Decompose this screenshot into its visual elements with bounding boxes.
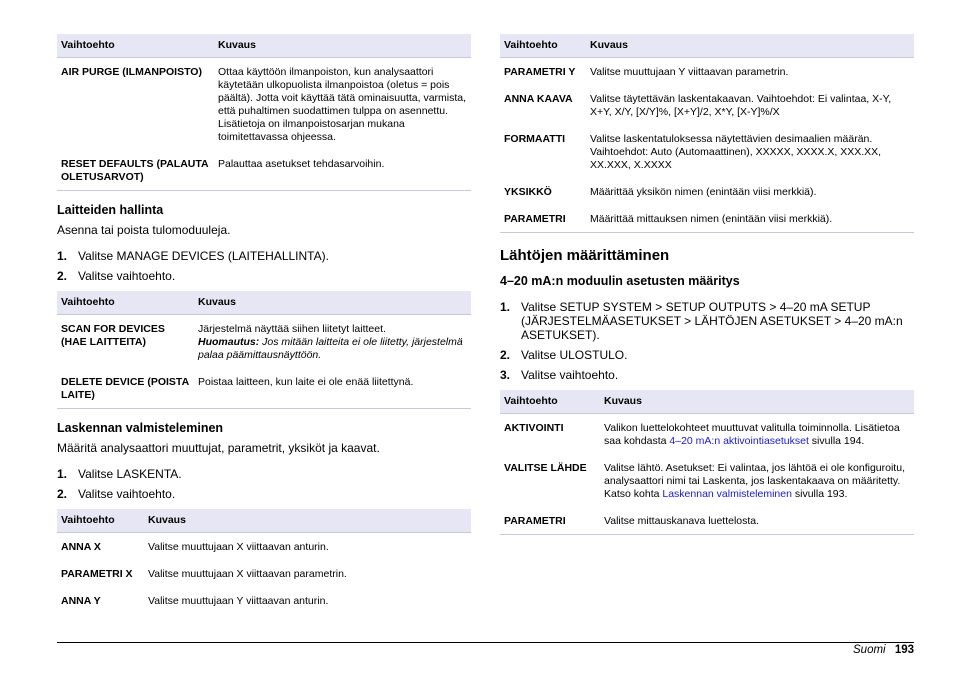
option-description: Valitse laskentatuloksessa näytettävien desimaalien määrän. Vaihtoehdot: Auto (Automaattinen), XXXXX, XXXX.X, XXX.XX, XX.XXX, X.XXXX: [590, 133, 882, 171]
step-text: Valitse MANAGE DEVICES (LAITEHALLINTA).: [78, 249, 329, 263]
option-description: Valitse täytettävän laskentakaavan. Vaihtoehdot: Ei valintaa, X-Y, X+Y, X/Y, [X/Y]%, [X+Y]/2, X*Y, [X-Y]%/X: [590, 93, 892, 118]
option-name: DELETE DEVICE (POISTA LAITE): [57, 368, 194, 409]
page-footer: [853, 644, 914, 656]
step-text: Valitse vaihtoehto.: [78, 487, 176, 501]
option-description: Valitse mittauskanava luettelosta.: [600, 507, 914, 535]
option-name: ANNA KAAVA: [504, 93, 573, 105]
table-row: [500, 58, 914, 86]
option-description: [600, 454, 914, 507]
table-row: [500, 125, 914, 178]
option-name: YKSIKKÖ: [504, 186, 552, 198]
column-header-option: Vaihtoehto: [57, 291, 194, 315]
step-item: [500, 300, 914, 342]
left-column: [57, 34, 471, 614]
table-row: [500, 85, 914, 125]
column-header-description: Kuvaus: [214, 34, 471, 58]
option-name: SCAN FOR DEVICES (HAE LAITTEITA): [61, 323, 165, 348]
section-intro: Asenna tai poista tulomoduuleja.: [57, 223, 231, 237]
description-text: Valikon luettelokohteet muuttuvat valitulla toiminnolla. Lisätietoa saa kohdasta: [604, 422, 900, 447]
table-row: [500, 205, 914, 233]
page-number: 193: [894, 644, 914, 656]
option-name: FORMAATTI: [504, 133, 566, 145]
description-text: sivulla 193.: [791, 488, 848, 500]
column-header-option: Vaihtoehto: [500, 34, 586, 58]
step-number: 2.: [57, 487, 68, 501]
option-description: [194, 315, 471, 369]
step-list: [500, 300, 914, 382]
option-name: AKTIVOINTI: [504, 422, 564, 434]
description-text: sivulla 194.: [808, 435, 865, 447]
option-description: Valitse muuttujaan Y viittaavan anturin.: [148, 595, 329, 607]
column-header-option: Vaihtoehto: [57, 509, 144, 533]
step-text: Valitse SETUP SYSTEM > SETUP OUTPUTS > 4–20 mA SETUP (JÄRJESTELMÄASETUKSET > LÄHTÖJEN ASETUKSET > 4–20 mA:n ASETUKSET).: [521, 300, 903, 342]
table-header-row: [500, 34, 914, 58]
option-name: PARAMETRI X: [61, 568, 133, 580]
column-header-description: Kuvaus: [600, 390, 914, 414]
options-table-devices: [57, 291, 471, 409]
footer-language: Suomi: [853, 644, 886, 656]
option-description: Ottaa käyttöön ilmanpoiston, kun analysaattori käytetään ulkopuolista ilmanpoistoa (oletus = pois päältä). Jotta voit käyttää tätä ominaisuutta, varmista, että puhaltimen suodattimen tulppa on asennettu. Lisätietoja on ilmanpoistosarjan mukana toimitettavassa ohjeessa.: [218, 66, 467, 143]
right-column: [500, 34, 914, 535]
footer-divider: [57, 642, 914, 643]
option-description: Palauttaa asetukset tehdasarvoihin.: [214, 150, 471, 191]
option-name: PARAMETRI: [500, 507, 600, 535]
step-number: 1.: [500, 300, 511, 314]
table-row: [57, 587, 471, 614]
table-row: [500, 414, 914, 455]
cross-reference-link[interactable]: Laskennan valmisteleminen: [662, 488, 792, 500]
option-description: Valitse muuttujaan X viittaavan anturin.: [148, 541, 329, 553]
step-number: 3.: [500, 368, 511, 382]
step-text: Valitse vaihtoehto.: [78, 269, 176, 283]
section-heading-calculation: Laskennan valmisteleminen: [57, 421, 224, 435]
step-text: Valitse vaihtoehto.: [521, 368, 619, 382]
table-row: [500, 454, 914, 507]
step-item: [500, 368, 914, 382]
cross-reference-link[interactable]: 4–20 mA:n aktivointiasetukset: [669, 435, 809, 447]
table-row: [57, 58, 471, 151]
options-table-calculation: [57, 509, 471, 614]
column-header-description: Kuvaus: [586, 34, 914, 58]
step-number: 2.: [500, 348, 511, 362]
note-label: Huomautus:: [198, 336, 260, 348]
option-name: ANNA Y: [61, 595, 101, 607]
step-list: [57, 467, 471, 501]
option-name: AIR PURGE (ILMANPOISTO): [61, 66, 202, 78]
step-item: [57, 249, 471, 263]
option-description: Poistaa laitteen, kun laite ei ole enää liitettynä.: [194, 368, 471, 409]
description-text: Valitse lähtö. Asetukset: Ei valintaa, jos lähtöä ei ole konfiguroitu, analysaattori nimi tai Laskenta, jos laskentakaava on määritetty. Katso kohta: [604, 462, 905, 500]
step-text: Valitse LASKENTA.: [78, 467, 182, 481]
step-list: [57, 249, 471, 283]
table-row: [500, 507, 914, 535]
step-item: [57, 487, 471, 501]
table-row: [57, 368, 471, 409]
table-row: [57, 315, 471, 369]
option-name: RESET DEFAULTS (PALAUTA OLETUSARVOT): [57, 150, 214, 191]
column-header-option: Vaihtoehto: [500, 390, 600, 414]
description-text: Järjestelmä näyttää siihen liitetyt laitteet.: [198, 323, 386, 335]
table-row: [57, 533, 471, 561]
step-number: 2.: [57, 269, 68, 283]
option-name: VALITSE LÄHDE: [504, 462, 587, 474]
option-description: Määrittää mittauksen nimen (enintään viisi merkkiä).: [586, 205, 914, 233]
options-table-formula: [500, 34, 914, 233]
step-item: [57, 467, 471, 481]
option-description: Määrittää yksikön nimen (enintään viisi merkkiä).: [590, 186, 817, 198]
table-row: [500, 178, 914, 205]
column-header-description: Kuvaus: [194, 291, 471, 315]
table-header-row: [57, 509, 471, 533]
step-number: 1.: [57, 467, 68, 481]
section-heading-outputs: Lähtöjen määrittäminen: [500, 247, 670, 264]
section-intro: Määritä analysaattori muuttujat, parametrit, yksiköt ja kaavat.: [57, 441, 380, 455]
option-name: PARAMETRI: [500, 205, 586, 233]
section-heading-device-management: Laitteiden hallinta: [57, 203, 164, 217]
option-description: Valitse muuttujaan X viittaavan parametrin.: [148, 568, 347, 580]
step-item: [57, 269, 471, 283]
step-text: Valitse ULOSTULO.: [521, 348, 628, 362]
column-header-option: Vaihtoehto: [57, 34, 214, 58]
option-name: ANNA X: [61, 541, 101, 553]
table-header-row: [57, 34, 471, 58]
table-row: [57, 150, 471, 191]
options-table-output: [500, 390, 914, 535]
step-number: 1.: [57, 249, 68, 263]
option-description: Valitse muuttujaan Y viittaavan parametrin.: [590, 66, 789, 78]
table-header-row: [57, 291, 471, 315]
option-description: [600, 414, 914, 455]
subsection-heading-4-20ma: 4–20 mA:n moduulin asetusten määritys: [500, 274, 740, 288]
table-row: [57, 560, 471, 587]
table-header-row: [500, 390, 914, 414]
note-text: Jos mitään laitteita ei ole liitetty, järjestelmä palaa päämittausnäyttöön.: [198, 336, 463, 361]
column-header-description: Kuvaus: [144, 509, 471, 533]
options-table-air-purge: [57, 34, 471, 191]
step-item: [500, 348, 914, 362]
option-name: PARAMETRI Y: [504, 66, 576, 78]
